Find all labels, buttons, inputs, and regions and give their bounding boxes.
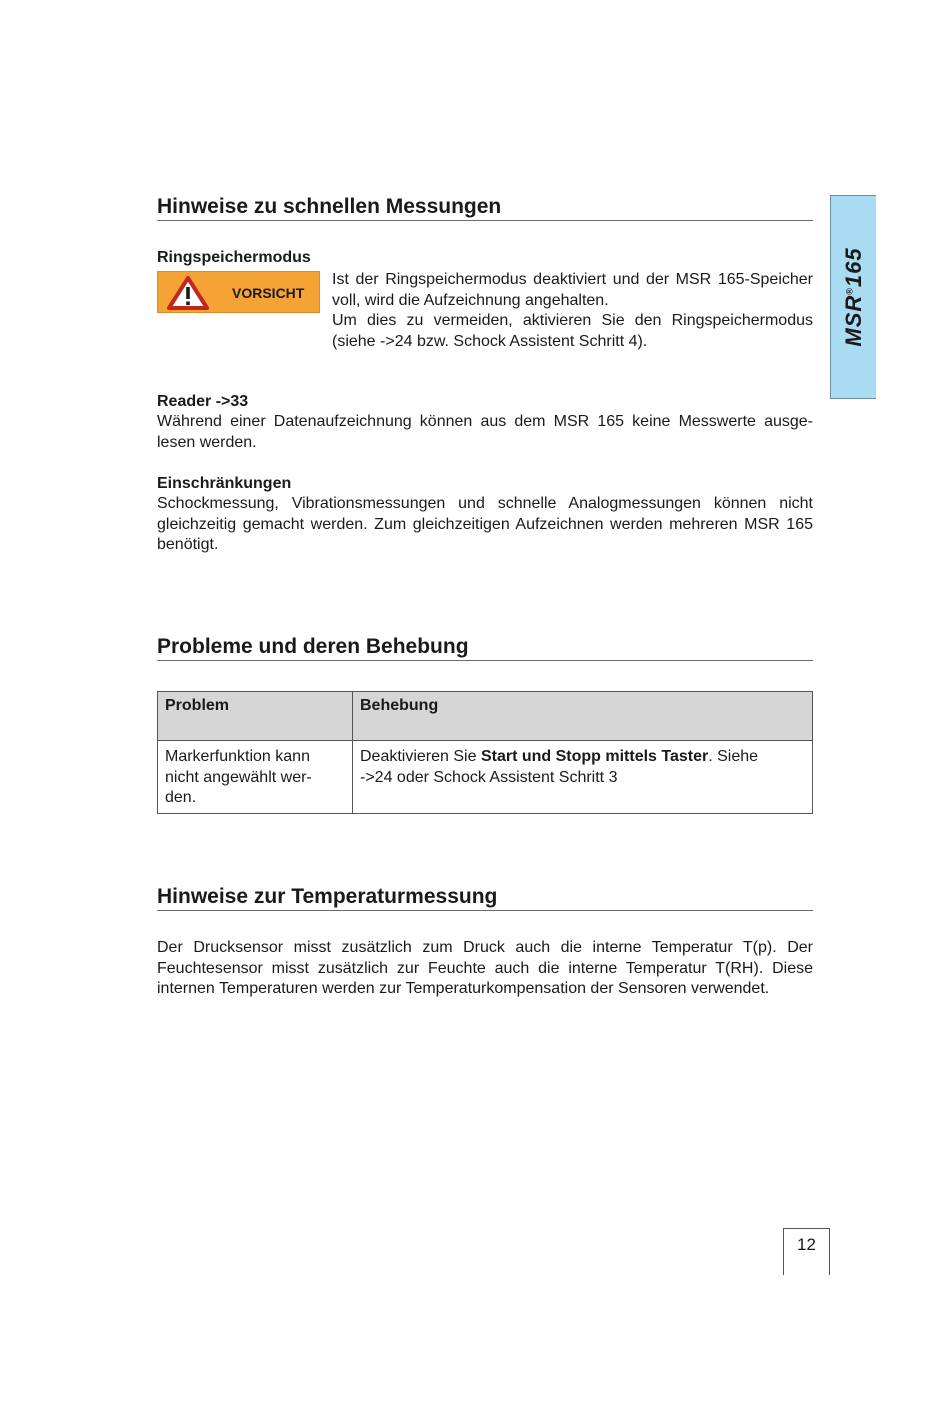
problem-cell: Markerfunktion kann nicht angewählt wer- den. bbox=[158, 741, 353, 814]
table-row bbox=[158, 741, 813, 814]
section-title-fast-measurements: Hinweise zu schnellen Messungen bbox=[157, 195, 813, 221]
ringbuffer-text-1: Ist der Ringspeichermodus deaktiviert und der MSR 165-Speicher voll, wird die Aufzeichnung angehalten. bbox=[332, 271, 813, 309]
section-title-temperature: Hinweise zur Temperaturmessung bbox=[157, 885, 813, 911]
caution-banner bbox=[157, 271, 320, 313]
table-header-row bbox=[158, 692, 813, 741]
page-number: 12 bbox=[783, 1228, 830, 1275]
reader-heading: Reader ->33 bbox=[157, 393, 249, 410]
warning-triangle-icon bbox=[166, 275, 210, 311]
column-header-solution: Behebung bbox=[353, 692, 813, 741]
solution-setting-name: Start und Stopp mittels Taster bbox=[480, 748, 709, 765]
reader-text: Während einer Datenaufzeichnung können aus dem MSR 165 keine Messwerte ausge-lesen werden. bbox=[157, 413, 813, 451]
ringbuffer-heading: Ringspeichermodus bbox=[157, 249, 311, 266]
product-side-tab bbox=[830, 195, 876, 399]
product-logo: MSR®165 bbox=[840, 247, 866, 347]
restrictions-text: Schockmessung, Vibrationsmessungen und schnelle Analogmessungen können nicht gleichzeitig gemacht werden. Zum gleichzeitigen Aufzeichnen werden mehreren MSR 165 benötigt. bbox=[157, 495, 813, 553]
column-header-problem: Problem bbox=[158, 692, 353, 741]
restrictions-heading: Einschränkungen bbox=[157, 475, 292, 492]
ringbuffer-text-2: Um dies zu vermeiden, aktivieren Sie den Ringspeichermodus (siehe ->24 bzw. Schock Assistent Schritt 4). bbox=[332, 312, 813, 350]
solution-cell: Deaktivieren Sie Start und Stopp mittels Taster. Siehe ->24 oder Schock Assistent Schritt 3 bbox=[353, 741, 813, 814]
temperature-text: Der Drucksensor misst zusätzlich zum Druck auch die interne Temperatur T(p). Der Feuchtesensor misst zusätzlich zur Feuchte auch die interne Temperatur T(RH). Diese internen Temperaturen werden zur Temperaturkompensation der Sensoren verwendet. bbox=[157, 939, 813, 997]
troubleshooting-table bbox=[157, 691, 813, 814]
section-title-troubleshooting: Probleme und deren Behebung bbox=[157, 635, 813, 661]
caution-label: VORSICHT bbox=[232, 285, 305, 301]
